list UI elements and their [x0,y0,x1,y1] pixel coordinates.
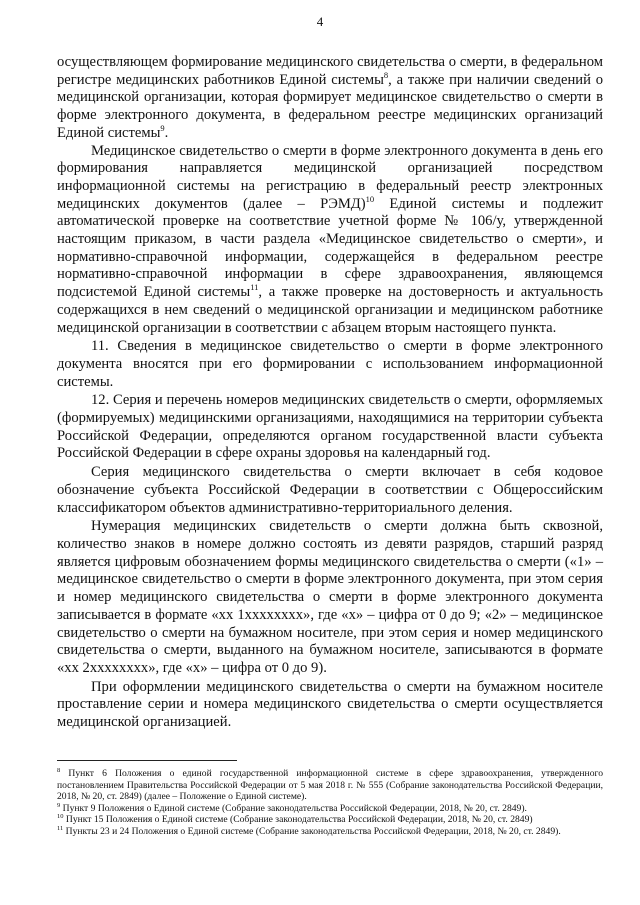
document-body [57,54,603,732]
footnote-9 [57,803,603,815]
footnote-8 [57,768,603,803]
footnote-ref-11[interactable]: 11 [250,282,259,293]
paragraph-series: Серия медицинского свидетельства о смерти включает в себя кодовое обозначение субъекта Российской Федерации в соответствии с Общероссийским классификатором объектов административно-территориального деления. [57,464,603,516]
footnote-mark: 8 [57,766,61,774]
footnote-mark: 10 [57,813,64,821]
footnote-ref-9[interactable]: 9 [160,122,165,133]
footnote-ref-10[interactable]: 10 [365,193,375,204]
paragraph-2-text-a: Медицинское свидетельство о смерти в форме электронного документа в день его формирования направляется медицинской организацией посредством информационной системы на регистрацию в федеральный реестр электронных медицинских документов (далее – РЭМД) [57,142,603,212]
paragraph-1 [57,54,603,143]
footnote-text: Пункт 15 Положения о Единой системе (Собрание законодательства Российской Федерации, 2018, № 20, ст. 2849) [63,814,533,826]
footnote-text: Пункты 23 и 24 Положения о Единой системе (Собрание законодательства Российской Федерации, 2018, № 20, ст. 2849). [63,825,561,837]
footnote-11 [57,826,603,838]
footnote-separator [57,760,237,761]
paragraph-2 [57,143,603,338]
footnotes [57,768,603,838]
footnote-text: Пункт 6 Положения о единой государственной информационной системе в сфере здравоохранения, утвержденного постановлением Правительства Российской Федерации от 5 мая 2018 г. № 555 (Собрание законодательства Российской Федерации, 2018, № 20, ст. 2849) (далее – Положение о Единой системе). [57,768,603,803]
paragraph-2-text-b: Единой системы и подлежит автоматической проверке на соответствие учетной форме № 106/у, утвержденной настоящим приказом, в части раздела «Медицинское свидетельство о смерти», и нормативно-справочной информации, содержащейся в федеральном реестре нормативно-справочной информации в сфере здравоохранения, являющемся подсистемой Единой системы [57,195,603,301]
footnote-ref-8[interactable]: 8 [383,69,389,80]
paragraph-item-12: 12. Серия и перечень номеров медицинских свидетельств о смерти, оформляемых (формируемых) медицинскими организациями, находящимися на территории субъекта Российской Федерации, определяются органом государственной власти субъекта Российской Федерации в сфере охраны здоровья на календарный год. [57,392,603,462]
paragraph-1-text-a: осуществляющем формирование медицинского свидетельства о смерти, в федеральном регистре медицинских работников Единой системы [57,54,603,88]
footnote-text: Пункт 9 Положения о Единой системе (Собрание законодательства Российской Федерации, 2018, № 20, ст. 2849). [60,802,527,814]
footnote-mark: 11 [57,824,64,832]
paragraph-paper-form: При оформлении медицинского свидетельства о смерти на бумажном носителе проставление серии и номера медицинского свидетельства о смерти осуществляется медицинской организацией. [57,678,603,731]
paragraph-numbering: Нумерация медицинских свидетельств о смерти должна быть сквозной, количество знаков в номере должно состоять из девяти разрядов, старший разряд является цифровым обозначением формы медицинского свидетельства о смерти («1» – медицинское свидетельство о смерти в форме электронного документа, при этом серия и номер медицинского свидетельства о смерти в форме электронного документа записывается в формате «хх 1хххххххх», где «х» – цифра от 0 до 9; «2» – медицинское свидетельство о смерти на бумажном носителе, при этом серия и номер медицинского свидетельства о смерти, выданного на бумажном носителе, записываются в формате «хх 2хххххххх», где «х» – цифра от 0 до 9). [57,518,603,676]
page-number: 4 [316,14,324,29]
footnote-mark: 9 [57,801,61,809]
paragraph-1-text-c: . [164,124,169,141]
paragraph-1-text-b: , а также при наличии сведений о медицинской организации, которая формирует медицинское свидетельство о смерти в форме электронного документа, в федеральном реестре медицинских организаций Единой системы [57,71,603,141]
paragraph-2-text-c: , а также проверке на достоверность и актуальность содержащихся в нем сведений о медицинской организации и медицинском работнике медицинской организации в соответствии с абзацем вторым настоящего пункта. [57,284,603,336]
paragraph-item-11: 11. Сведения в медицинское свидетельство о смерти в форме электронного документа вносятся при его формировании с использованием информационной системы. [57,338,603,390]
footnote-10 [57,814,603,826]
